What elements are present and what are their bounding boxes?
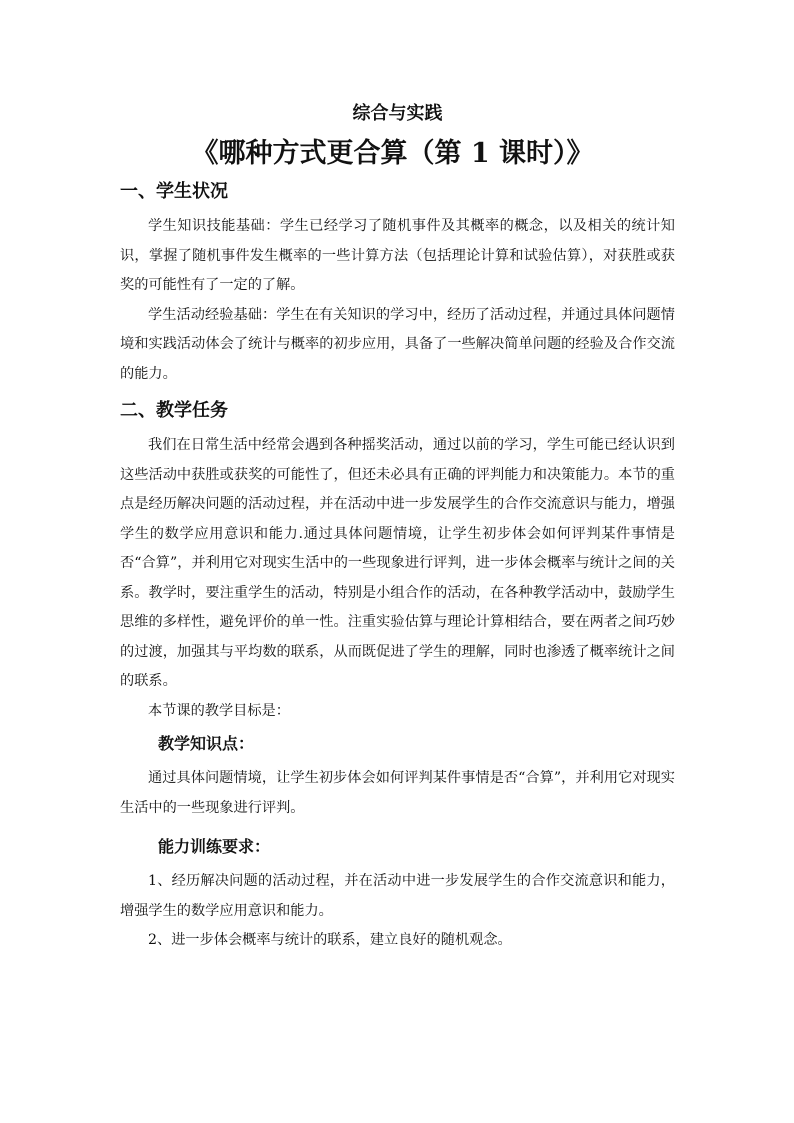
paragraph-teaching-goals-intro: 本节课的教学目标是： [148, 702, 290, 719]
subheading-knowledge-points: 教学知识点： [158, 734, 255, 753]
ability-item: 2、进一步体会概率与统计的联系，建立良好的随机观念。 [148, 932, 512, 948]
paragraph-activity-experience: 学生活动经验基础：学生在有关知识的学习中，经历了活动过程，并通过具体问题情境和实践活动体会了统计与概率的初步应用，具备了一些解决简单问题的经验及合作交流的能力。 [120, 306, 675, 382]
subheading-ability-requirements: 能力训练要求： [158, 837, 271, 856]
section-heading-teaching-tasks: 二、教学任务 [120, 400, 228, 421]
document-subtitle: 综合与实践 [352, 103, 443, 124]
section-heading-student-status: 一、学生状况 [120, 181, 228, 202]
paragraph-teaching-tasks: 我们在日常生活中经常会遇到各种摇奖活动，通过以前的学习，学生可能已经认识到这些活动中获胜或获奖的可能性了，但还未必具有正确的评判能力和决策能力。本节的重点是经历解决问题的活动过程，并在活动中进一步发展学生的合作交流意识与能力，增强学生的数学应用意识和能力.通过具体问题情境，让学生初步体会如何评判某件事情是否“合算”，并利用它对现实生活中的一些现象进行评判，进一步体会概率与统计之间的关系。教学时，要注重学生的活动，特别是小组合作的活动，在各种教学活动中，鼓励学生思维的多样性，避免评价的单一性。注重实验估算与理论计算相结合，要在两者之间巧妙的过渡，加强其与平均数的联系，从而既促进了学生的理解，同时也渗透了概率统计之间的联系。 [120, 437, 675, 689]
paragraph-knowledge-points: 通过具体问题情境，让学生初步体会如何评判某件事情是否“合算”，并利用它对现实生活中的一些现象进行评判。 [120, 770, 675, 816]
document-page [120, 100, 675, 956]
ability-item: 1、经历解决问题的活动过程，并在活动中进一步发展学生的合作交流意识和能力，增强学生的数学应用意识和能力。 [120, 873, 675, 919]
paragraph-knowledge-base: 学生知识技能基础：学生已经学习了随机事件及其概率的概念，以及相关的统计知识，掌握了随机事件发生概率的一些计算方法（包括理论计算和试验估算），对获胜或获奖的可能性有了一定的了解。 [120, 218, 675, 293]
document-title: 《哪种方式更合算（第 1 课时）》 [191, 138, 594, 169]
